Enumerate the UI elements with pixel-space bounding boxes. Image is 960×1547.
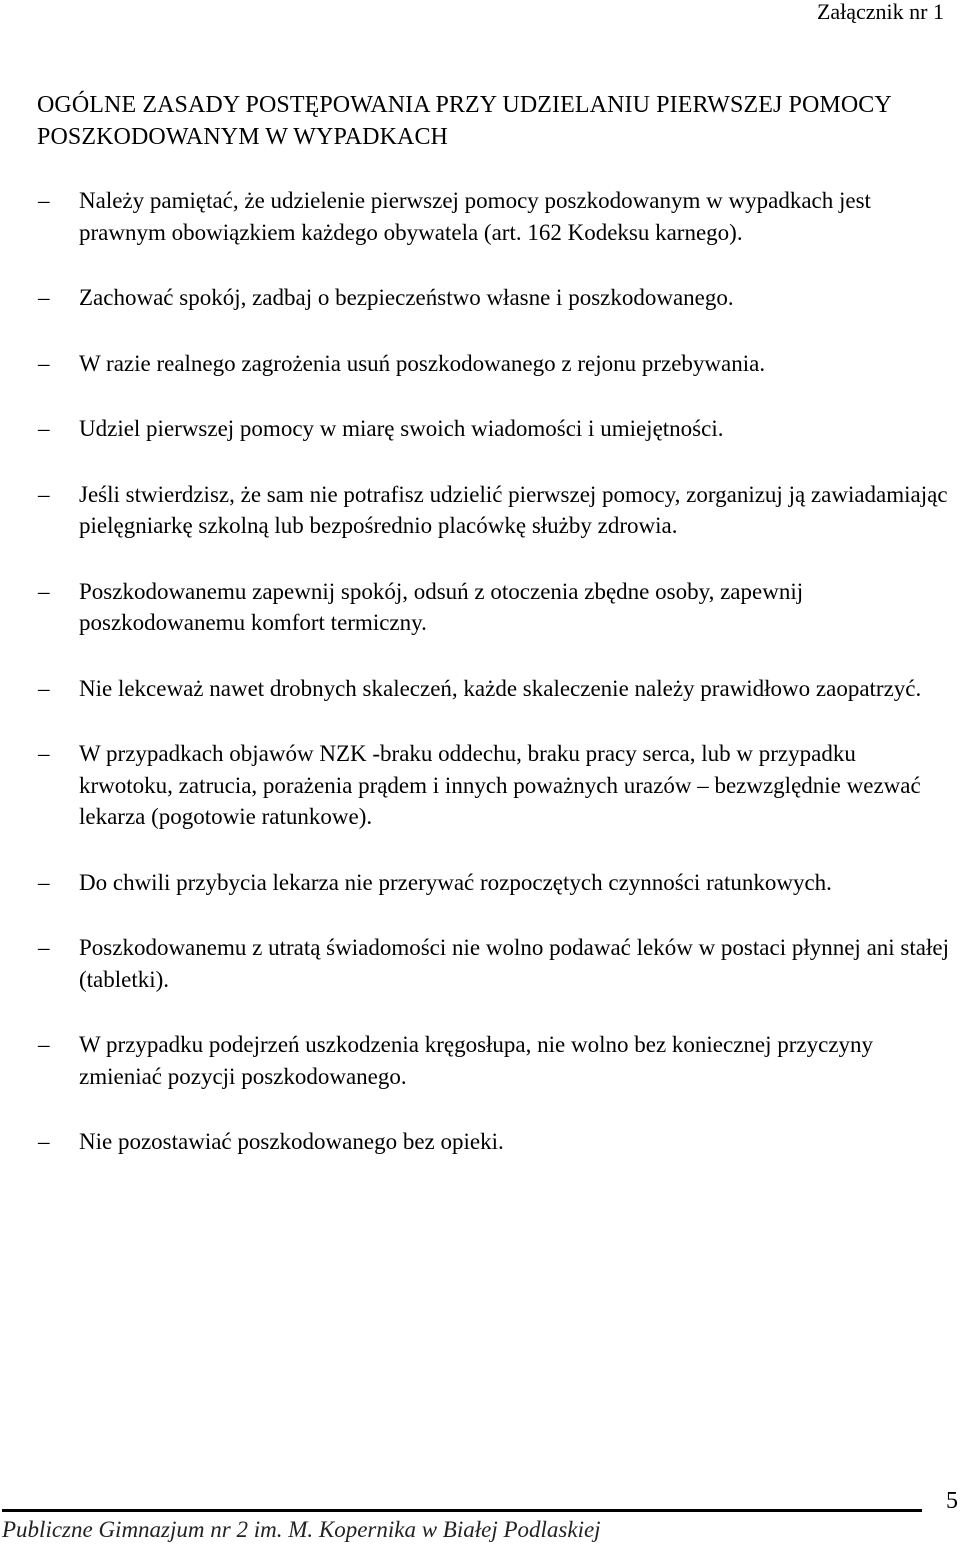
dash-bullet-icon: – [38,741,50,766]
list-item [0,348,960,380]
list-item [0,673,960,705]
rule-text: W razie realnego zagrożenia usuń poszkodowanego z rejonu przebywania. [79,350,766,376]
list-item [0,282,960,314]
rule-text: W przypadku podejrzeń uszkodzenia kręgosłupa, nie wolno bez koniecznej przyczyny zmieniać pozycji poszkodowanego. [79,1032,874,1089]
dash-bullet-icon: – [38,1032,50,1057]
list-item [0,1126,960,1158]
rule-text: Nie pozostawiać poszkodowanego bez opieki. [79,1129,504,1154]
annex-label: Załącznik nr 1 [816,0,944,24]
list-item [0,479,960,542]
dash-bullet-icon: – [38,481,50,507]
rule-text: Poszkodowanemu zapewnij spokój, odsuń z otoczenia zbędne osoby, zapewnij poszkodowanemu komfort termiczny. [79,578,804,635]
list-item [0,413,960,445]
rule-text: Nie lekceważ nawet drobnych skaleczeń, każde skaleczenie należy prawidłowo zaopatrzyć. [79,675,922,701]
dash-bullet-icon: – [38,869,50,895]
footer-divider [2,1509,922,1512]
list-item [0,1029,960,1092]
dash-bullet-icon: – [38,285,50,310]
rules-list [0,185,960,1192]
rule-text: W przypadkach objawów NZK -braku oddechu, braku pracy serca, lub w przypadku krwotoku, zatrucia, porażenia prądem i innych poważnych urazów – bezwzględnie wezwać lekarza (pogotowie ratunkowe). [79,741,921,829]
list-item [0,576,960,639]
list-item [0,185,960,248]
rule-text: Do chwili przybycia lekarza nie przerywać rozpoczętych czynności ratunkowych. [79,869,832,895]
rule-text: Jeśli stwierdzisz, że sam nie potrafisz udzielić pierwszej pomocy, zorganizuj ją zawiadamiając pielęgniarkę szkolną lub bezpośrednio placówkę służby zdrowia. [79,481,948,538]
page-number: 5 [946,1488,958,1514]
rule-text: Zachować spokój, zadbaj o bezpieczeństwo własne i poszkodowanego. [79,285,734,310]
rule-text: Poszkodowanemu z utratą świadomości nie wolno podawać leków w postaci płynnej ani stałej (tabletki). [79,935,949,992]
list-item [0,867,960,899]
dash-bullet-icon: – [38,188,50,213]
rule-text: Udziel pierwszej pomocy w miarę swoich wiadomości i umiejętności. [79,416,724,441]
document-title: OGÓLNE ZASADY POSTĘPOWANIA PRZY UDZIELANIU PIERWSZEJ POMOCY POSZKODOWANYM W WYPADKACH [37,92,891,150]
footer-institution: Publiczne Gimnazjum nr 2 im. M. Kopernika w Białej Podlaskiej [2,1517,601,1542]
list-item [0,932,960,995]
dash-bullet-icon: – [38,675,50,701]
list-item [0,738,960,833]
rule-text: Należy pamiętać, że udzielenie pierwszej pomocy poszkodowanym w wypadkach jest prawnym obowiązkiem każdego obywatela (art. 162 Kodeksu karnego). [79,188,871,245]
dash-bullet-icon: – [38,350,50,376]
dash-bullet-icon: – [38,935,50,960]
dash-bullet-icon: – [38,578,50,604]
dash-bullet-icon: – [38,1129,50,1154]
dash-bullet-icon: – [38,416,50,441]
